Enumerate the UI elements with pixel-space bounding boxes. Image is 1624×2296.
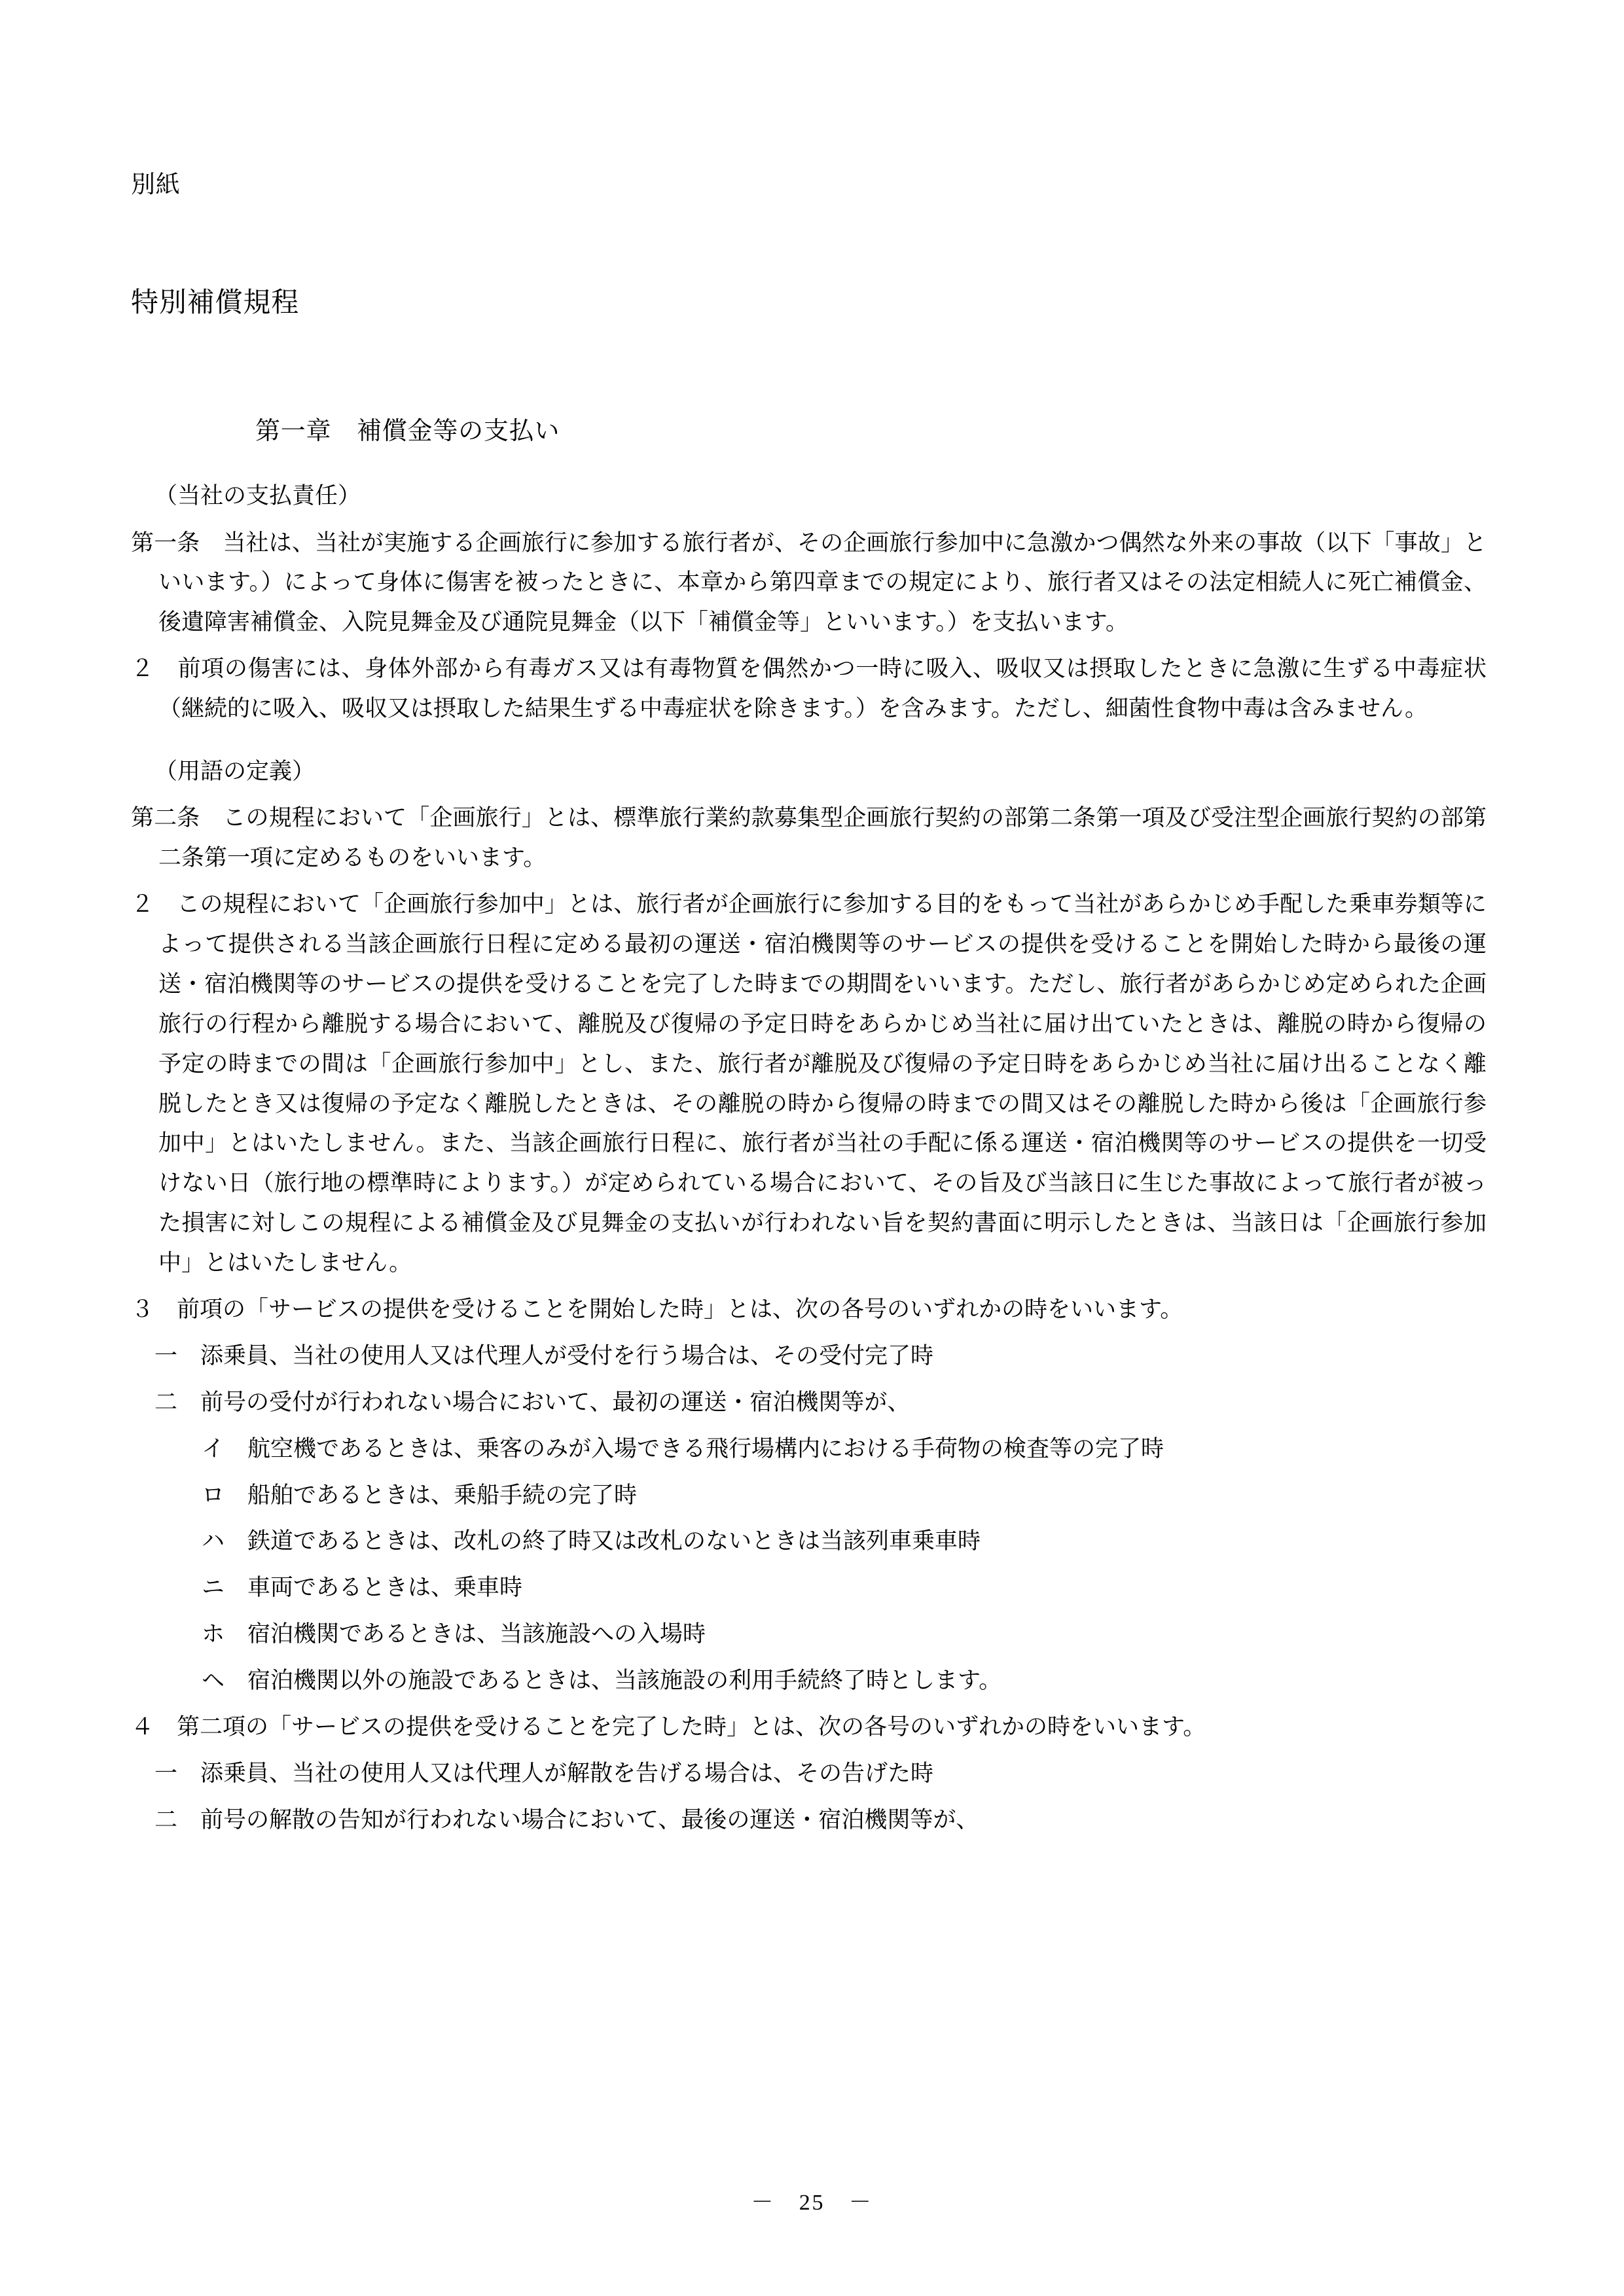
list-item-label: ハ xyxy=(202,1528,225,1554)
paragraph-label: 第二条 xyxy=(131,805,200,831)
list-item-label: 二 xyxy=(154,1389,178,1415)
paragraph-label: ２ xyxy=(131,656,154,682)
list-item-text: 前号の受付が行われない場合において、最初の運送・宿泊機関等が、 xyxy=(177,1389,911,1415)
paragraph-article-2 xyxy=(131,798,1487,878)
paragraph-text: 前項の「サービスの提供を受けることを開始した時」とは、次の各号のいずれかの時をいいます。 xyxy=(154,1296,1183,1322)
list-item-text: 添乗員、当社の使用人又は代理人が解散を告げる場合は、その告げた時 xyxy=(177,1760,934,1786)
list-item-label: ニ xyxy=(202,1575,225,1601)
paragraph-text: この規程において「企画旅行」とは、標準旅行業約款募集型企画旅行契約の部第二条第一項及び受注型企画旅行契約の部第二条第一項に定めるものをいいます。 xyxy=(158,805,1487,871)
paragraph-article-2-clause-4 xyxy=(131,1708,1487,1748)
list-item xyxy=(202,1522,1487,1562)
section-subheading-definitions: （用語の定義） xyxy=(154,758,316,784)
list-item-text: 車両であるときは、乗車時 xyxy=(225,1575,523,1601)
paragraph-label: ２ xyxy=(131,891,154,918)
paragraph-label: 第一条 xyxy=(131,529,200,556)
list-item-text: 添乗員、当社の使用人又は代理人が受付を行う場合は、その受付完了時 xyxy=(177,1342,934,1369)
list-item xyxy=(202,1476,1487,1516)
paragraph-label: ３ xyxy=(131,1296,154,1322)
paragraph-article-2-clause-3 xyxy=(131,1290,1487,1330)
paragraph-text: 第二項の「サービスの提供を受けることを完了した時」とは、次の各号のいずれかの時をいいます。 xyxy=(154,1713,1206,1740)
list-item-label: ホ xyxy=(202,1621,225,1647)
document-title: 特別補償規程 xyxy=(131,287,300,318)
document-body xyxy=(131,164,1487,1840)
page-number: － 25 － xyxy=(751,2191,873,2215)
list-item xyxy=(202,1615,1487,1655)
list-item-text: 前号の解散の告知が行われない場合において、最後の運送・宿泊機関等が、 xyxy=(177,1806,979,1833)
list-item xyxy=(154,1801,1487,1840)
list-item-text: 船舶であるときは、乗船手続の完了時 xyxy=(225,1482,638,1508)
list-item-label: イ xyxy=(202,1435,225,1462)
paragraph-article-1-clause-2 xyxy=(131,649,1487,729)
list-item-text: 鉄道であるときは、改札の終了時又は改札のないときは当該列車乗車時 xyxy=(225,1528,981,1554)
list-item-text: 航空機であるときは、乗客のみが入場できる飛行場構内における手荷物の検査等の完了時 xyxy=(225,1435,1164,1462)
paragraph-text: 当社は、当社が実施する企画旅行に参加する旅行者が、その企画旅行参加中に急激かつ偶然な外来の事故（以下「事故」といいます。）によって身体に傷害を被ったときに、本章から第四章までの規定により、旅行者又はその法定相続人に死亡補償金、後遺障害補償金、入院見舞金及び通院見舞金（以下「補償金等」といいます。）を支払います。 xyxy=(158,529,1487,636)
paragraph-article-2-clause-2 xyxy=(131,885,1487,1283)
list-item xyxy=(202,1661,1487,1701)
paragraph-article-1 xyxy=(131,524,1487,643)
list-item-label: 一 xyxy=(154,1760,178,1786)
paragraph-label: ４ xyxy=(131,1713,154,1740)
list-item-text: 宿泊機関以外の施設であるときは、当該施設の利用手続終了時とします。 xyxy=(225,1668,1002,1694)
list-item xyxy=(154,1336,1487,1376)
list-item xyxy=(154,1754,1487,1794)
list-item-label: ロ xyxy=(202,1482,225,1508)
list-item-label: ヘ xyxy=(202,1668,225,1694)
list-item-text: 宿泊機関であるときは、当該施設への入場時 xyxy=(225,1621,706,1647)
list-item xyxy=(202,1568,1487,1608)
list-item xyxy=(202,1429,1487,1469)
chapter-heading: 第一章 補償金等の支払い xyxy=(255,417,560,445)
list-item-label: 一 xyxy=(154,1342,178,1369)
annex-label: 別紙 xyxy=(131,171,181,198)
paragraph-text: この規程において「企画旅行参加中」とは、旅行者が企画旅行に参加する目的をもって当社があらかじめ手配した乗車券類等によって提供される当該企画旅行日程に定める最初の運送・宿泊機関等のサービスの提供を受けることを開始した時から最後の運送・宿泊機関等のサービスの提供を受けることを完了した時までの期間をいいます。ただし、旅行者があらかじめ定められた企画旅行の行程から離脱する場合において、離脱及び復帰の予定日時をあらかじめ当社に届け出ていたときは、離脱の時から復帰の予定の時までの間は「企画旅行参加中」とし、また、旅行者が離脱及び復帰の予定日時をあらかじめ当社に届け出ることなく離脱したとき又は復帰の予定なく離脱したときは、その離脱の時から復帰の時までの間又はその離脱した時から後は「企画旅行参加中」とはいたしません。また、当該企画旅行日程に、旅行者が当社の手配に係る運送・宿泊機関等のサービスの提供を一切受けない日（旅行地の標準時によります。）が定められている場合において、その旨及び当該日に生じた事故によって旅行者が被った損害に対しこの規程による補償金及び見舞金の支払いが行われない旨を契約書面に明示したときは、当該日は「企画旅行参加中」とはいたしません。 xyxy=(154,891,1487,1276)
paragraph-text: 前項の傷害には、身体外部から有毒ガス又は有毒物質を偶然かつ一時に吸入、吸収又は摂取したときに急激に生ずる中毒症状（継続的に吸入、吸収又は摂取した結果生ずる中毒症状を除きます。）を含みます。ただし、細菌性食物中毒は含みません。 xyxy=(154,656,1487,722)
list-item-label: 二 xyxy=(154,1806,178,1833)
list-item xyxy=(154,1383,1487,1423)
section-subheading-payment-responsibility: （当社の支払責任） xyxy=(154,483,361,509)
